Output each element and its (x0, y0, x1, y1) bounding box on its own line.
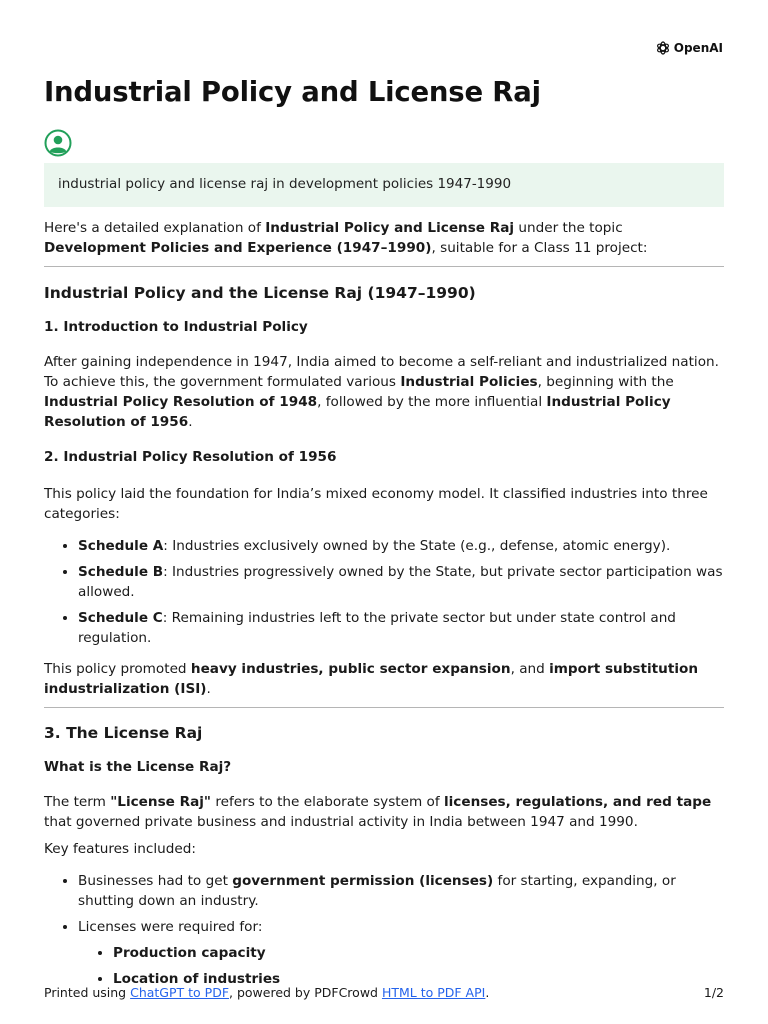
page-number: 1/2 (703, 985, 724, 1000)
list-item: • Production capacity (113, 943, 724, 963)
response-content (44, 218, 724, 989)
s3-paragraph: The term "License Raj" refers to the elaborate system of licenses, regulations, and red tape that governed private business and industrial activity in India between 1947 and 1990. (44, 794, 712, 830)
s1-paragraph: After gaining independence in 1947, India aimed to become a self-reliant and industrialized nation. To achieve this, the government formulated various Industrial Policies, beginning with the Industrial Policy Resolution of 1948, followed by the more influential Industrial Policy Resolution of 1956. (44, 354, 719, 430)
openai-logo (655, 40, 723, 56)
section-title: Industrial Policy and the License Raj (1947–1990) (44, 284, 476, 302)
list-item: • Businesses had to get government permission (licenses) for starting, expanding, or shutting down an industry. (78, 871, 724, 911)
user-prompt: industrial policy and license raj in development policies 1947-1990 (44, 163, 724, 207)
s2-paragraph: This policy laid the foundation for India’s mixed economy model. It classified industries into three categories: (44, 486, 708, 522)
brand-name: OpenAI (673, 41, 723, 55)
intro-paragraph: Here's a detailed explanation of Industrial Policy and License Raj under the topic Development Policies and Experience (1947–1990), suitable for a Class 11 project: (44, 220, 648, 256)
list-item: • Licenses were required for: • Production capacity • Location of industries (78, 917, 724, 989)
divider (44, 266, 724, 267)
user-avatar-icon (44, 129, 72, 157)
list-item: • Schedule C: Remaining industries left to the private sector but under state control and regulation. (78, 608, 724, 648)
s2-summary: This policy promoted heavy industries, public sector expansion, and import substitution industrialization (ISI). (44, 661, 699, 697)
s1-heading: 1. Introduction to Industrial Policy (44, 319, 308, 335)
html-to-pdf-api-link[interactable]: HTML to PDF API (381, 985, 486, 1000)
chatgpt-to-pdf-link[interactable]: ChatGPT to PDF (130, 985, 230, 1000)
list-item: • Schedule B: Industries progressively owned by the State, but private sector participation was allowed. (78, 562, 724, 602)
footer (44, 985, 724, 1000)
license-sub-list (78, 943, 724, 989)
features-list (44, 871, 724, 989)
list-item: • Schedule A: Industries exclusively owned by the State (e.g., defense, atomic energy). (78, 536, 724, 556)
list-item: • Location of industries (113, 969, 724, 989)
openai-logo-icon (655, 40, 671, 56)
footer-credit: Printed using ChatGPT to PDF, powered by PDFCrowd HTML to PDF API. (44, 985, 490, 1000)
schedule-list (44, 536, 724, 648)
page-title: Industrial Policy and License Raj (44, 76, 541, 108)
s3-subheading: What is the License Raj? (44, 759, 232, 775)
key-features-label: Key features included: (44, 841, 196, 857)
divider (44, 707, 724, 708)
s3-heading: 3. The License Raj (44, 724, 203, 742)
s2-heading: 2. Industrial Policy Resolution of 1956 (44, 449, 337, 465)
